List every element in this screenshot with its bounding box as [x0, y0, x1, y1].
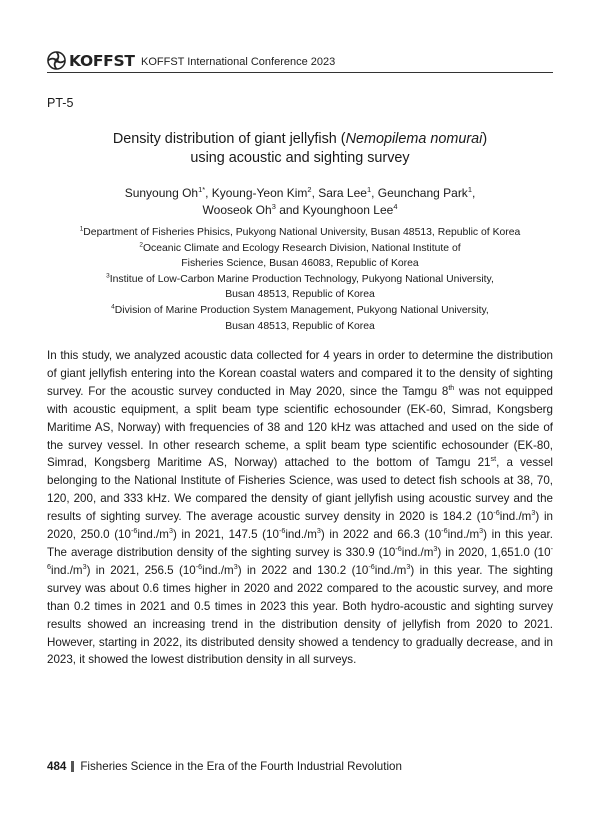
- author-sup: 2: [307, 185, 312, 194]
- author-sup: 3: [271, 202, 276, 211]
- koffst-emblem-icon: [47, 51, 66, 70]
- author-sup: 4: [393, 202, 398, 211]
- author: Kyoung-Yeon Kim: [211, 186, 308, 200]
- author-sup: 1: [366, 185, 372, 194]
- title-text: ): [482, 131, 488, 147]
- book-title: Fisheries Science in the Era of the Fourth Industrial Revolution: [80, 760, 402, 773]
- affiliation: $^4$Division of Marine Production System Management, Pukyong National University, Busan 48513, Republic of Korea: [111, 303, 489, 332]
- poster-code: PT-5: [47, 96, 74, 110]
- author: Geunchang Park: [377, 186, 468, 200]
- affiliation: $^2$Oceanic Climate and Ecology Research Division, National Institute of Fisheries Science, Busan 46083, Republic of Korea: [139, 241, 461, 270]
- author-sup: 1: [467, 185, 472, 194]
- conference-name: KOFFST International Conference 2023: [141, 56, 336, 68]
- author: Sara Lee: [318, 186, 367, 200]
- author-list: Sunyoung $Oh^{1*}$, Kyoung-Yeon Kim$^2$, Sara Lee$^1$, Geunchang Park$^1$, Wooseok Oh$^3$ and Kyounghoon Lee$^4$: [124, 185, 476, 217]
- affiliation-list: [60, 225, 540, 334]
- footer-divider: [71, 761, 74, 772]
- affiliation: $^1$Department of Fisheries Phisics, Pukyong National University, Busan 48513, Republic of Korea: [79, 225, 521, 238]
- page-number: 484: [47, 760, 67, 773]
- koffst-logo: [47, 51, 135, 70]
- author: Sunyoung Oh: [124, 186, 199, 200]
- abstract-body: In this study, we analyzed acoustic data collected for 4 years in order to determine the distribution of giant jellyfish entering into the Korean coastal waters and compared it to the density of sighting survey. For the acoustic survey conducted in May 2020, since the Tamgu 8th was not equipped with acoustic equipment, a split beam type scientific echosounder (EK-60, Simrad, Kongsberg Maritime AS, Norway) with frequencies of 38 and 120 kHz was attached and used on the side of the survey vessel. In other research scheme, a split beam type scientific echosounder (EK-80, Simrad, Kongsberg Maritime AS, Norway) attached to the bottom of Tamgu 21st, a vessel belonging to the National Institute of Fisheries Science, was used to detect fish schools at 38, 70, 120, 200, and 333 kHz. We compared the density of giant jellyfish using acoustic survey and the results of sighting survey. The average acoustic survey density in 2020 is 184.2 $(10^{-6}ind./m^3)$ in 2020, 250.0 $(10^{-6}ind./m^3)$ in 2021, 147.5 $(10^{-6}ind./m^3)$ in 2022 and 66.3 $(10^{-6}ind./m^3)$ in this year. The average distribution density of the sighting survey is 330.9 $(10^{-6}ind./m^3)$ in 2020, 1,651.0 $(10^{-6}ind./m^3)$ in 2021, 256.5 $(10^{-6}ind./m^3)$ in 2022 and 130.2 $(10^{-6}ind./m^3)$ in this year. The sighting survey was about 0.6 times higher in 2020 and 2022 compared to the acoustic survey, and more than 0.2 times in 2021 and 0.5 times in 2023 this year. Both hydro-acoustic and sighting survey results showed an increasing trend in the distribution density of jellyfish from 2020 to 2021. However, starting in 2022, its distributed density showed a tendency to gradually decrease, and in 2023, it showed the lowest distribution density in all surveys.: [47, 349, 553, 667]
- page-footer: [47, 760, 402, 773]
- affiliation: $^3$Institue of Low-Carbon Marine Production Technology, Pukyong National University, Busan 48513, Republic of Korea: [106, 272, 494, 301]
- author: Kyounghoon Lee: [302, 203, 394, 217]
- paper-title: [60, 130, 540, 168]
- page-header: [47, 48, 553, 73]
- author-sup: 1*: [198, 185, 206, 194]
- title-text: using acoustic and sighting survey: [190, 150, 410, 166]
- species-name: Nemopilema nomurai: [345, 131, 483, 147]
- title-text: Density distribution of giant jellyfish (: [112, 131, 346, 147]
- author-conjunction: and: [279, 203, 300, 217]
- brand-name: KOFFST: [69, 51, 135, 70]
- author: Wooseok Oh: [202, 203, 272, 217]
